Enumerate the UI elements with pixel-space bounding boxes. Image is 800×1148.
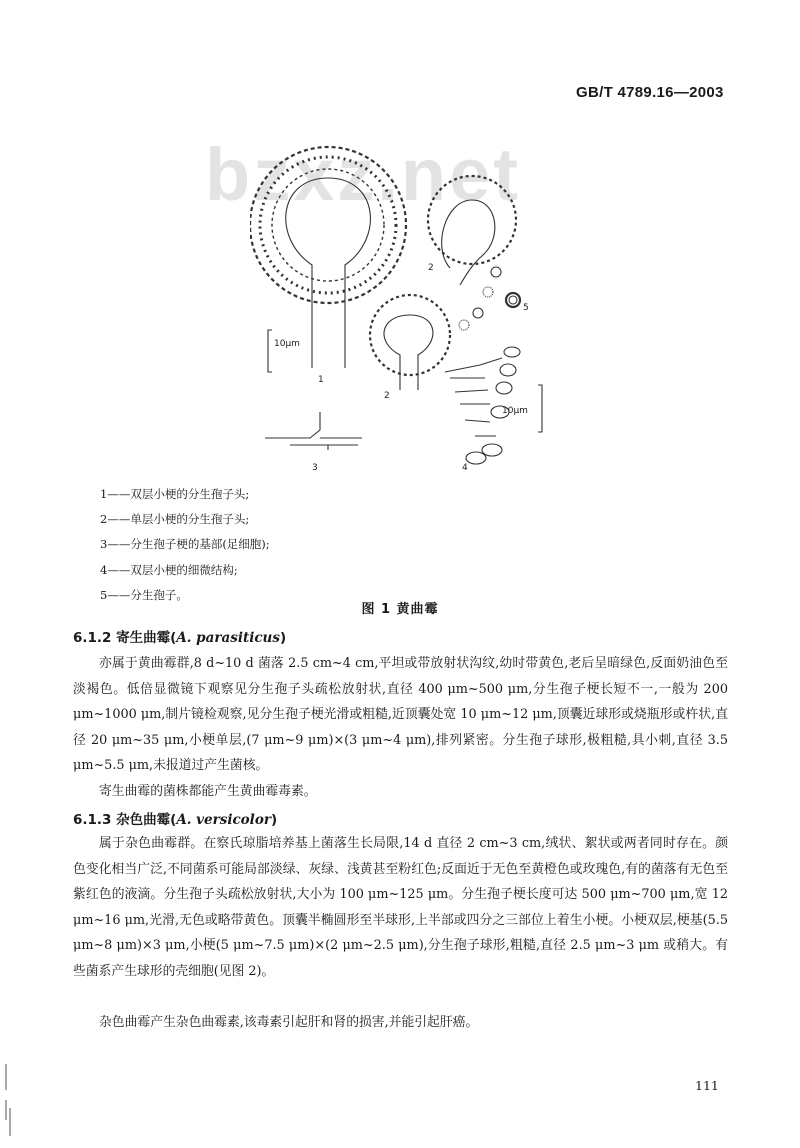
figure-number-label: 5: [523, 303, 529, 313]
figure-number-label: 2: [384, 391, 390, 401]
heading-suffix: ): [270, 812, 278, 828]
figure-legend: [100, 482, 270, 608]
legend-item: 4——双层小梗的细微结构;: [100, 562, 238, 577]
heading-prefix: 6.1.3 杂色曲霉(: [73, 812, 177, 828]
scale-label-2: 10μm: [502, 406, 528, 416]
section-heading-6-1-2: [73, 626, 286, 646]
legend-item: 3——分生孢子梗的基部(足细胞);: [100, 537, 270, 552]
conidia-illustration: [459, 267, 520, 330]
section-heading-6-1-3: [73, 808, 277, 828]
figure-number-label: 4: [462, 463, 468, 473]
heading-latin-name: A. versicolor: [176, 812, 271, 828]
figure-number-label: 2: [428, 263, 434, 273]
figure-aspergillus-flavus: [250, 120, 570, 490]
conidial-head-2-lower-illustration: [370, 295, 450, 390]
paragraph: 属于杂色曲霉群。在察氏琼脂培养基上菌落生长局限,14 d 直径 2 cm~3 cm,绒状、絮状或两者同时存在。颜色变化相当广泛,不同菌系可能局部淡绿、灰绿、浅黄甚至粉红色;反面近于无色至黄橙色或玫瑰色,有的菌落有无色至紫红色的液滴。分生孢子头疏松放射状,大小为 100 μm~125 μm。分生孢子梗长度可达 500 μm~700 μm,宽 12 μm~16 μm,光滑,无色或略带黄色。顶囊半椭圆形至半球形,上半部或四分之三部位上着生小梗。小梗双层,梗基(5.5 μm~8 μm)×3 μm,小梗(5 μm~7.5 μm)×(2 μm~2.5 μm),分生孢子球形,粗糙,直径 2.5 μm~3 μm 或稍大。有些菌系产生球形的壳细胞(见图 2)。: [73, 836, 728, 979]
heading-prefix: 6.1.2 寄生曲霉(: [73, 630, 177, 646]
page-number: 111: [695, 1078, 719, 1093]
conidial-head-1-illustration: [250, 147, 406, 368]
scale-label-1: 10μm: [274, 339, 300, 349]
scale-bars-illustration: [268, 330, 542, 432]
paragraph: 亦属于黄曲霉群,8 d~10 d 菌落 2.5 cm~4 cm,平坦或带放射状沟纹,幼时带黄色,老后呈暗绿色,反面奶油色至淡褐色。低倍显微镜下观察见分生孢子头疏松放射状,直径 400 μm~500 μm,分生孢子梗长短不一,一般为 200 μm~1000 μm,制片镜检观察,见分生孢子梗光滑或粗糙,近顶囊处宽 10 μm~12 μm,顶囊近球形或烧瓶形或杵状,直径 20 μm~35 μm,小梗单层,(7 μm~9 μm)×(3 μm~4 μm),排列紧密。分生孢子球形,极粗糙,具小刺,直径 3.5 μm~5.5 μm,未报道过产生菌核。: [73, 656, 728, 773]
figure-caption: 图 1 黄曲霉: [361, 602, 439, 617]
watermark: bzxz.net: [205, 133, 521, 216]
heading-suffix: ): [279, 630, 287, 646]
figure-illustration: [250, 120, 570, 490]
legend-item: 5——分生孢子。: [100, 587, 188, 602]
heading-latin-name: A. parasiticus: [176, 630, 280, 646]
standard-code: GB/T 4789.16—2003: [576, 84, 724, 101]
figure-number-label: 1: [318, 375, 324, 385]
legend-item: 2——单层小梗的分生孢子头;: [100, 512, 250, 527]
paragraph: 寄生曲霉的菌株都能产生黄曲霉毒素。: [99, 784, 317, 799]
foot-cell-illustration: [265, 412, 362, 450]
paragraph: 杂色曲霉产生杂色曲霉素,该毒素引起肝和肾的损害,并能引起肝癌。: [99, 1015, 479, 1030]
binding-edge-marks: [0, 1060, 16, 1140]
figure-number-label: 3: [312, 463, 318, 473]
legend-item: 1——双层小梗的分生孢子头;: [100, 487, 250, 501]
